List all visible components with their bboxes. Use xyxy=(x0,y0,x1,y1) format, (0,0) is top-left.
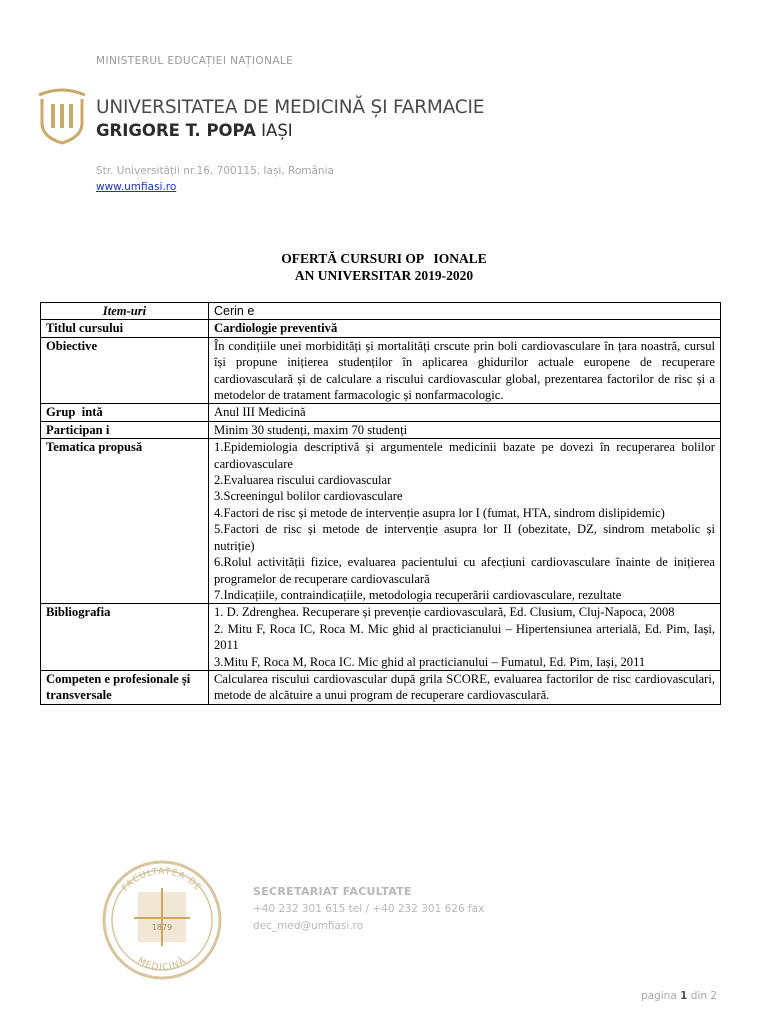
university-city: IAȘI xyxy=(261,121,293,140)
row-label: Participan i xyxy=(41,421,209,438)
row-label: Obiective xyxy=(41,337,209,404)
ministry-name: MINISTERUL EDUCAȚIEI NAȚIONALE xyxy=(96,55,294,67)
page-total: 2 xyxy=(710,990,718,1002)
seal-top-text: FACULTATEA DE xyxy=(120,866,204,894)
university-name-line1: UNIVERSITATEA DE MEDICINĂ ȘI FARMACIE xyxy=(96,97,485,118)
topic-item: 2.Evaluarea riscului cardiovascular xyxy=(214,473,392,488)
course-table xyxy=(40,302,721,705)
seal-year: 1879 xyxy=(151,923,173,932)
table-row xyxy=(41,439,721,604)
page-number xyxy=(641,990,717,1002)
header-item: Item-uri xyxy=(41,303,209,320)
university-address: Str. Universității nr.16, 700115, Iași, România xyxy=(96,165,334,177)
page-prefix: pagina xyxy=(641,990,677,1002)
bibliography-item: 1. D. Zdrenghea. Recuperare și prevenție cardiovasculară, Ed. Clusium, Cluj-Napoca, 2008 xyxy=(214,605,675,620)
bibliography-list xyxy=(209,604,721,671)
target-group: Anul III Medicină xyxy=(209,404,721,421)
row-label: Competen e profesionale și transversale xyxy=(41,670,209,704)
row-label: Bibliografia xyxy=(41,604,209,671)
course-title: Cardiologie preventivă xyxy=(209,320,721,337)
table-row xyxy=(41,320,721,337)
topic-item: 1.Epidemiologia descriptivă și argumentele medicinii bazate pe dovezi în recuperarea bolilor cardiovasculare xyxy=(214,440,715,471)
row-label: Titlul cursului xyxy=(41,320,209,337)
table-row xyxy=(41,670,721,704)
row-label: Tematica propusă xyxy=(41,439,209,604)
topics-list xyxy=(209,439,721,604)
university-logo xyxy=(36,85,485,145)
competences-text: Calcularea riscului cardiovascular după grila SCORE, evaluarea factorilor de risc cardiovasculari, metode de alcătuire a unui program de recuperare cardiovasculară. xyxy=(209,670,721,704)
university-emblem-icon xyxy=(36,85,88,145)
document-title-line1: OFERTĂ CURSURI OP IONALE xyxy=(281,251,487,266)
university-name-bold: GRIGORE T. POPA xyxy=(96,121,256,140)
topic-item: 3.Screeningul bolilor cardiovasculare xyxy=(214,489,403,504)
objectives-text: În condițiile unei morbidități și mortalități crscute prin boli cardiovasculare în țara noastră, cursul își propune inițierea studenților în aplicarea ghidurilor actuale europene de recuperare cardiovasculară și de calculare a riscului cardiovascular global, prezentarea factorilor de risc și a metodelor de tratament farmacologic și nonfarmacologic. xyxy=(209,337,721,404)
topic-item: 7.Indicațiile, contraindicațiile, metodologia recuperării cardiovasculare, rezultate xyxy=(214,587,622,602)
topic-item: 4.Factori de risc și metode de intervenție asupra lor I (fumat, HTA, sindrom dislipidemic) xyxy=(214,505,665,520)
topic-item: 6.Rolul activității fizice, evaluarea pacientului cu afecțiuni cardiovasculare înainte de inițierea programelor de recuperare cardiovasculară xyxy=(214,555,715,586)
website-link[interactable]: www.umfiasi.ro xyxy=(96,181,177,193)
table-header-row xyxy=(41,303,721,320)
bibliography-item: 3.Mitu F, Roca M, Roca IC. Mic ghid al practicianului – Fumatul, Ed. Pim, Iași, 2011 xyxy=(214,654,646,669)
participants: Minim 30 studenți, maxim 70 studenți xyxy=(209,421,721,438)
table-row xyxy=(41,421,721,438)
secretariat-email[interactable]: dec_med@umfiasi.ro xyxy=(253,920,364,932)
row-label: Grup intă xyxy=(41,404,209,421)
table-row xyxy=(41,604,721,671)
topic-item: 5.Factori de risc și metode de intervenție asupra lor II (obezitate, DZ, sindrom metabolic și nutriție) xyxy=(214,522,715,553)
page-current: 1 xyxy=(680,990,688,1002)
table-row xyxy=(41,337,721,404)
document-title-line2: AN UNIVERSITAR 2019-2020 xyxy=(294,268,474,283)
secretariat-phones: +40 232 301 615 tel / +40 232 301 626 fax xyxy=(253,903,485,915)
header-requirements: Cerin e xyxy=(209,303,721,320)
faculty-seal-icon xyxy=(96,858,228,982)
table-row xyxy=(41,404,721,421)
seal-bottom-text: MEDICINĂ xyxy=(135,956,189,974)
bibliography-item: 2. Mitu F, Roca IC, Roca M. Mic ghid al practicianului – Hipertensiunea arterială, Ed. Pim, Iași, 2011 xyxy=(214,621,715,653)
university-name-line2 xyxy=(96,121,293,140)
page-sep: din xyxy=(690,990,708,1002)
secretariat-title: SECRETARIAT FACULTATE xyxy=(253,885,412,898)
